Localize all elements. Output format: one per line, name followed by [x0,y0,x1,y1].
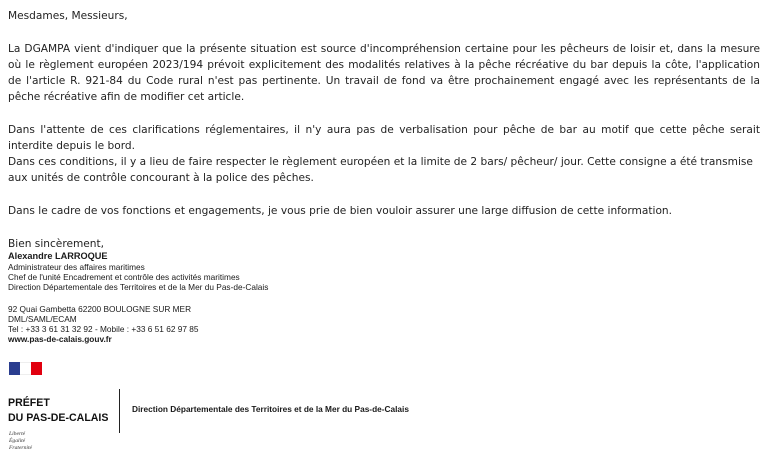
prefet-logo-text [8,396,108,426]
signature-title-2: Chef de l'unité Encadrement et contrôle des activités maritimes [8,272,240,282]
motto-liberte: Liberté [9,431,26,437]
email-signature [8,250,268,344]
paragraph-dgampa: La DGAMPA vient d'indiquer que la présente situation est source d'incompréhension certaine pour les pêcheurs de loisir et, dans la mesure où le règlement européen 2023/194 prévoit explicitement des modalités relatives à la pêche récréative du bar depuis la côte, l'application de l'article R. 921-84 du Code rural n'est pas pertinente. Un travail de fond va être prochainement engagé avec les représentants de la pêche récréative afin de modifier cet article. [8,43,760,103]
signature-name: Alexandre LARROQUE [8,251,108,261]
motto-fraternite: Fraternité [9,445,32,451]
motto-egalite: Égalité [9,438,26,444]
signature-title-1: Administrateur des affaires maritimes [8,262,145,272]
email-body [8,8,760,260]
signature-title-3: Direction Départementale des Territoires et de la Mer du Pas-de-Calais [8,282,269,292]
signature-phone[interactable]: Tel : +33 3 61 31 32 92 - Mobile : +33 6 51 62 97 85 [8,324,199,334]
paragraph-conditions: Dans ces conditions, il y a lieu de faire respecter le règlement européen et la limite de 2 bars/ pêcheur/ jour. Cette consigne a été transmise aux unités de contrôle concourant à la police des pêches. [8,156,753,184]
french-flag-icon [9,362,42,375]
signature-address: 92 Quai Gambetta 62200 BOULOGNE SUR MER [8,304,192,314]
closing: Bien sincèrement, [8,238,105,250]
paragraph-diffusion: Dans le cadre de vos fonctions et engagements, je vous prie de bien vouloir assurer une large diffusion de cette information. [8,205,673,217]
prefet-line-1: PRÉFET [8,397,50,409]
paragraph-verbalisation: Dans l'attente de ces clarifications réglementaires, il n'y aura pas de verbalisation pour pêche de bar au motif que cette pêche serait interdite depuis le bord. [8,124,760,152]
signature-website-link[interactable]: www.pas-de-calais.gouv.fr [8,334,112,344]
salutation: Mesdames, Messieurs, [8,10,128,22]
republic-motto [9,431,32,452]
prefet-line-2: DU PAS-DE-CALAIS [8,412,109,424]
signature-reference: DML/SAML/ECAM [8,314,77,324]
direction-name: Direction Départementale des Territoires et de la Mer du Pas-de-Calais [132,404,409,414]
logo-divider [119,389,120,433]
